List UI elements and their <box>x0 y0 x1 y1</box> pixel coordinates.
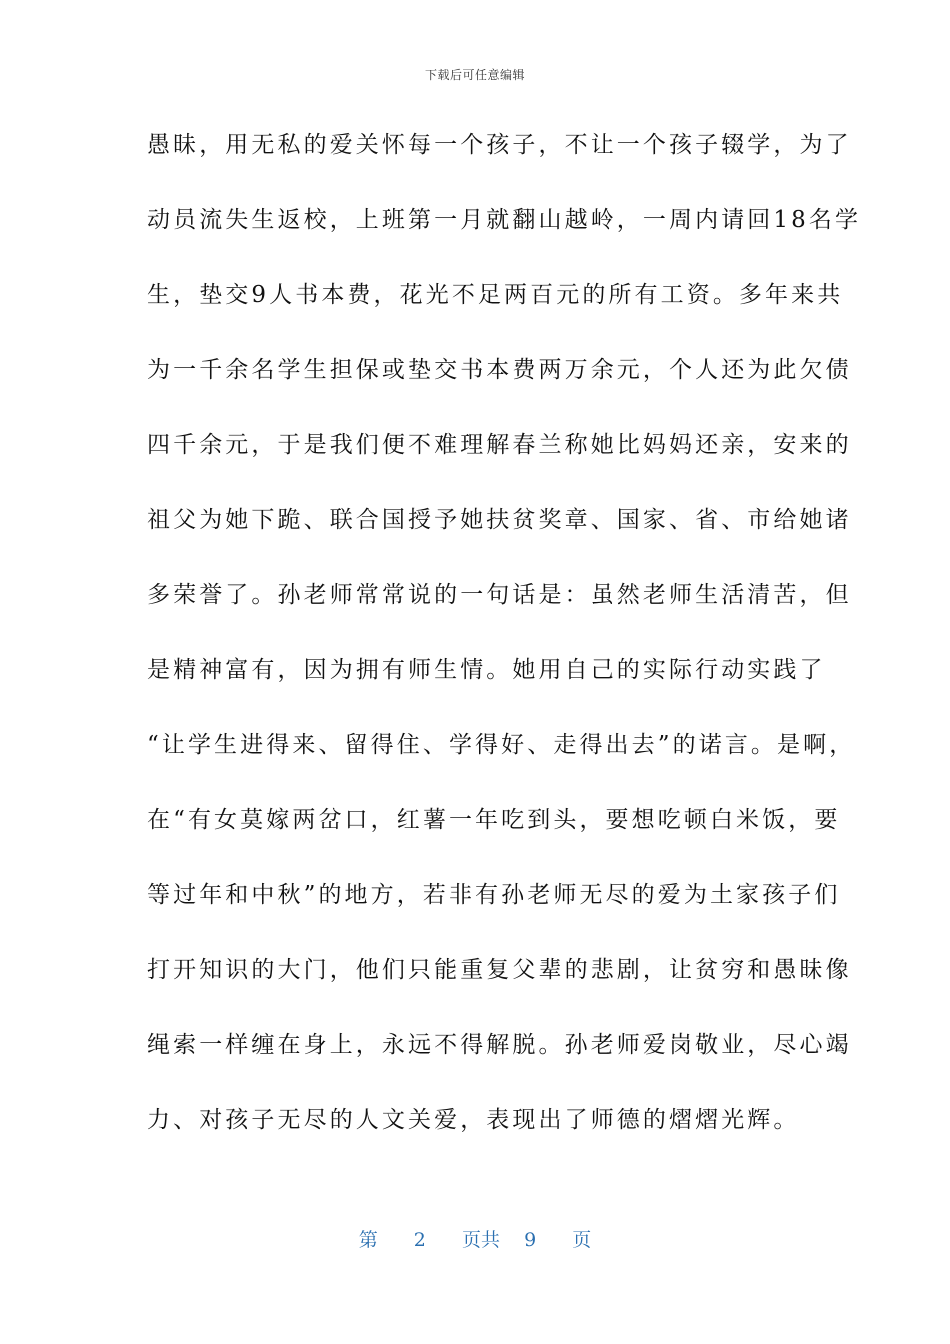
text-line: 四千余元，于是我们便不难理解春兰称她比妈妈还亲，安来的 <box>147 432 852 458</box>
text-line: 愚昧，用无私的爱关怀每一个孩子，不让一个孩子辍学，为了 <box>147 132 852 158</box>
page-label-mid: 页共 <box>461 1229 500 1251</box>
text-line: 为一千余名学生担保或垫交书本费两万余元，个人还为此欠债 <box>147 357 852 383</box>
body-text <box>147 122 862 1172</box>
text-line: 打开知识的大门，他们只能重复父辈的悲剧，让贫穷和愚昧像 <box>147 957 852 983</box>
current-page-number: 2 <box>413 1229 426 1251</box>
text-line: 在“有女莫嫁两岔口，红薯一年吃到头，要想吃顿白米饭，要 <box>147 807 841 833</box>
text-line: 祖父为她下跪、联合国授予她扶贫奖章、国家、省、市给她诸 <box>147 507 852 533</box>
page-label-suffix: 页 <box>572 1229 592 1251</box>
page-header: 下载后可任意编辑 <box>424 68 525 82</box>
text-line: “让学生进得来、留得住、学得好、走得出去”的诺言。是啊， <box>147 732 856 758</box>
text-line: 多荣誉了。孙老师常常说的一句话是：虽然老师生活清苦，但 <box>147 582 852 608</box>
text-line: 生，垫交9人书本费，花光不足两百元的所有工资。多年来共 <box>147 282 844 308</box>
page-label-prefix: 第 <box>358 1229 378 1251</box>
text-line: 等过年和中秋”的地方，若非有孙老师无尽的爱为土家孩子们 <box>147 882 841 908</box>
text-line: 力、对孩子无尽的人文关爱，表现出了师德的熠熠光辉。 <box>147 1107 800 1133</box>
text-line: 动员流失生返校，上班第一月就翻山越岭，一周内请回18名学 <box>147 207 862 233</box>
text-line: 是精神富有，因为拥有师生情。她用自己的实际行动实践了 <box>147 657 826 683</box>
total-pages-number: 9 <box>524 1229 537 1251</box>
text-line: 绳索一样缠在身上，永远不得解脱。孙老师爱岗敬业，尽心竭 <box>147 1032 852 1058</box>
page-footer <box>0 1225 950 1252</box>
